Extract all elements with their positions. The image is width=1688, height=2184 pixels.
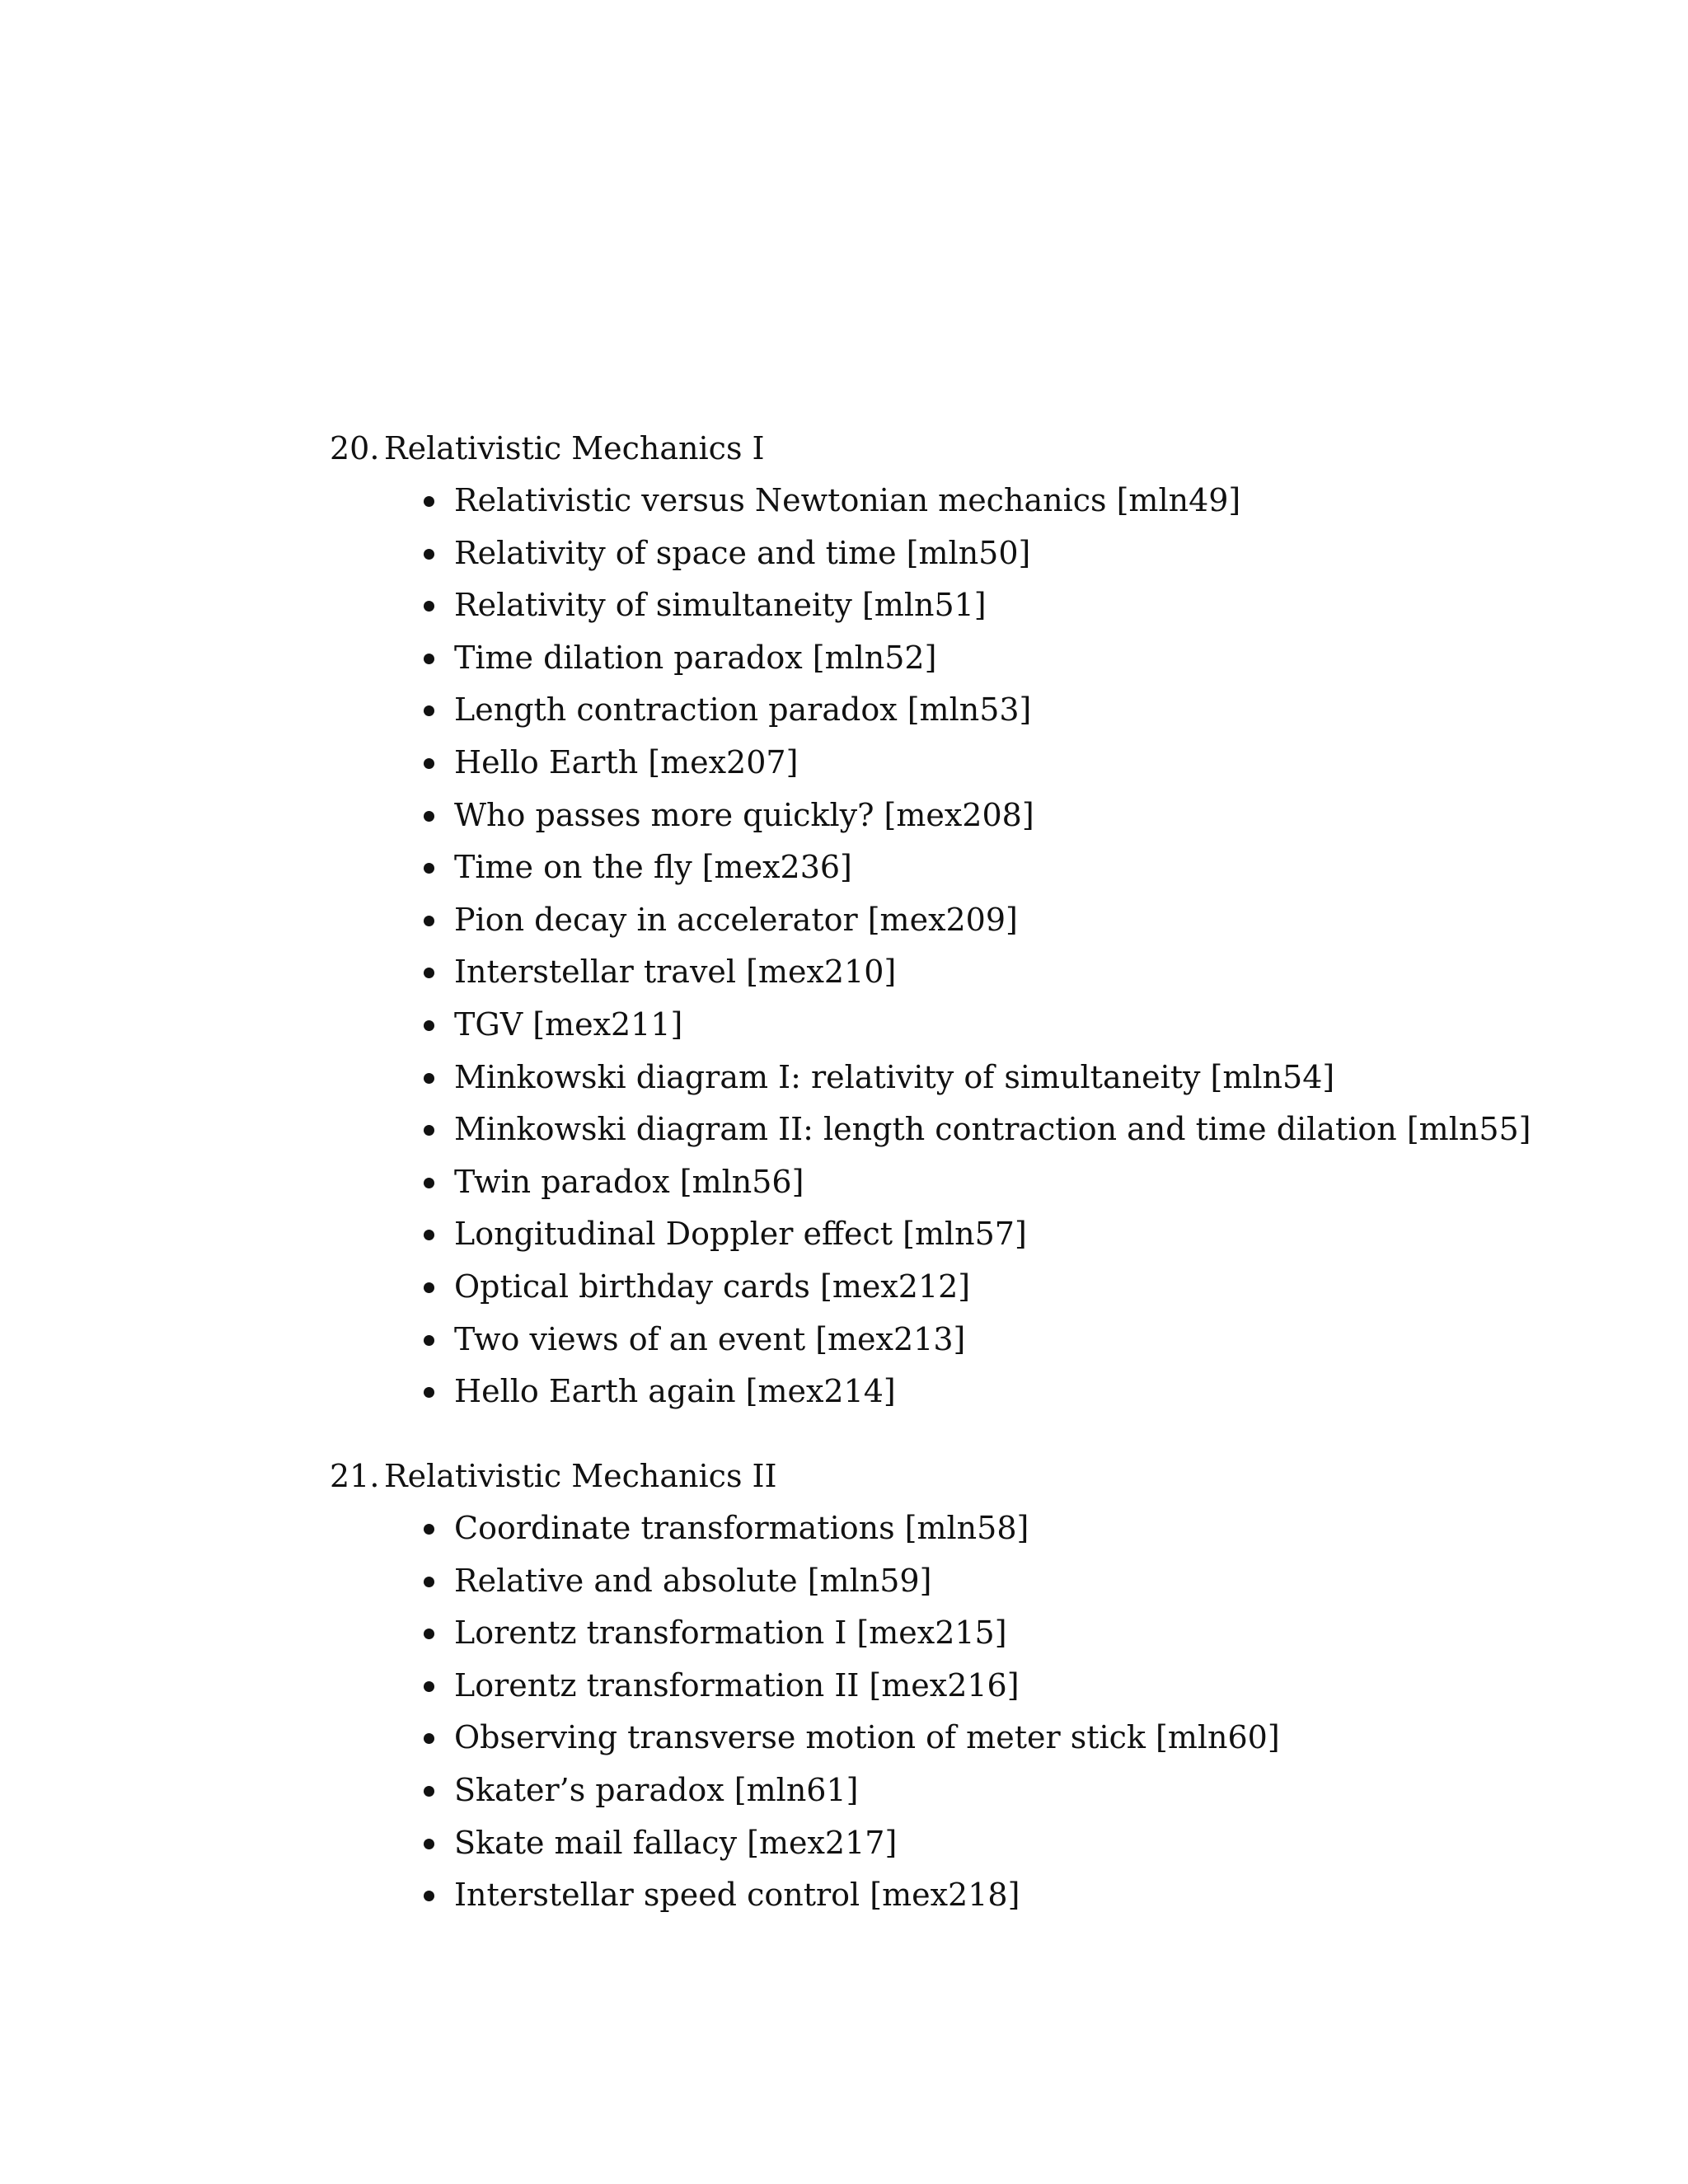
bullet-icon [424, 1282, 434, 1293]
bullet-icon [424, 1891, 434, 1901]
topic-list [330, 1502, 1566, 1922]
list-item-text: Interstellar travel [mex210] [454, 954, 897, 991]
bullet-icon [424, 1335, 434, 1346]
list-item-text: Observing transverse motion of meter stick [mln60] [454, 1719, 1280, 1756]
list-item-text: Longitudinal Doppler effect [mln57] [454, 1216, 1027, 1253]
bullet-icon [424, 1577, 434, 1587]
list-item-text: Hello Earth again [mex214] [454, 1373, 896, 1410]
list-item [424, 1156, 1566, 1209]
list-item [424, 841, 1566, 894]
list-item-text: Lorentz transformation II [mex216] [454, 1666, 1020, 1704]
list-item [424, 1712, 1566, 1765]
list-item [424, 1555, 1566, 1608]
bullet-icon [424, 968, 434, 978]
list-item-text: Twin paradox [mln56] [454, 1163, 804, 1200]
list-item-text: TGV [mex211] [454, 1005, 683, 1043]
list-item [424, 1660, 1566, 1713]
section-title: Relativistic Mechanics II [384, 1458, 777, 1494]
list-item [424, 527, 1566, 580]
bullet-icon [424, 1125, 434, 1136]
section-heading [330, 1450, 1566, 1502]
section-title: Relativistic Mechanics I [384, 430, 765, 466]
bullet-icon [424, 1230, 434, 1240]
bullet-icon [424, 1629, 434, 1639]
section-number: 20. [330, 430, 380, 466]
section-20 [330, 422, 1566, 1418]
list-item-text: Who passes more quickly? [mex208] [454, 796, 1034, 833]
list-item [424, 737, 1566, 790]
bullet-icon [424, 1387, 434, 1398]
list-item [424, 579, 1566, 632]
bullet-icon [424, 601, 434, 612]
list-item-text: Minkowski diagram II: length contraction and time dilation [mln55] [454, 1111, 1531, 1148]
bullet-icon [424, 549, 434, 560]
list-item-text: Skate mail fallacy [mex217] [454, 1824, 898, 1861]
list-item [424, 999, 1566, 1052]
bullet-icon [424, 1681, 434, 1692]
bullet-icon [424, 1524, 434, 1535]
list-item [424, 475, 1566, 527]
bullet-icon [424, 758, 434, 769]
list-item-text: Length contraction paradox [mln53] [454, 691, 1032, 729]
list-item-text: Time dilation paradox [mln52] [454, 639, 937, 676]
section-21 [330, 1450, 1566, 1922]
bullet-icon [424, 916, 434, 926]
list-item [424, 632, 1566, 685]
list-item [424, 894, 1566, 947]
list-item-text: Relativity of simultaneity [mln51] [454, 587, 987, 624]
list-item-text: Minkowski diagram I: relativity of simultaneity [mln54] [454, 1058, 1335, 1095]
list-item-text: Interstellar speed control [mex218] [454, 1877, 1020, 1914]
bullet-icon [424, 496, 434, 507]
bullet-icon [424, 863, 434, 874]
bullet-icon [424, 654, 434, 664]
list-item-text: Skater’s paradox [mln61] [454, 1771, 859, 1808]
list-item-text: Two views of an event [mex213] [454, 1320, 966, 1357]
bullet-icon [424, 1786, 434, 1797]
list-item-text: Hello Earth [mex207] [454, 743, 799, 780]
list-item-text: Lorentz transformation I [mex215] [454, 1615, 1007, 1652]
bullet-icon [424, 1073, 434, 1084]
list-item [424, 1104, 1566, 1156]
list-item [424, 1502, 1566, 1555]
bullet-icon [424, 705, 434, 716]
list-item-text: Relativity of space and time [mln50] [454, 534, 1031, 571]
section-number: 21. [330, 1458, 380, 1494]
list-item [424, 1765, 1566, 1817]
list-item [424, 1314, 1566, 1366]
list-item-text: Relative and absolute [mln59] [454, 1562, 932, 1599]
list-item [424, 1052, 1566, 1104]
list-item-text: Optical birthday cards [mex212] [454, 1268, 971, 1305]
section-heading [330, 422, 1566, 475]
list-item [424, 684, 1566, 737]
topic-list [330, 475, 1566, 1418]
bullet-icon [424, 1020, 434, 1031]
list-item [424, 1817, 1566, 1870]
bullet-icon [424, 811, 434, 822]
bullet-icon [424, 1178, 434, 1188]
list-item [424, 1869, 1566, 1922]
list-item-text: Coordinate transformations [mln58] [454, 1510, 1029, 1546]
list-item [424, 946, 1566, 999]
list-item-text: Relativistic versus Newtonian mechanics [mln49] [454, 482, 1241, 518]
bullet-icon [424, 1733, 434, 1744]
list-item-text: Pion decay in accelerator [mex209] [454, 901, 1018, 938]
list-item [424, 790, 1566, 842]
list-item [424, 1261, 1566, 1314]
list-item [424, 1366, 1566, 1418]
list-item [424, 1208, 1566, 1261]
list-item [424, 1607, 1566, 1660]
bullet-icon [424, 1839, 434, 1849]
list-item-text: Time on the fly [mex236] [454, 849, 852, 886]
